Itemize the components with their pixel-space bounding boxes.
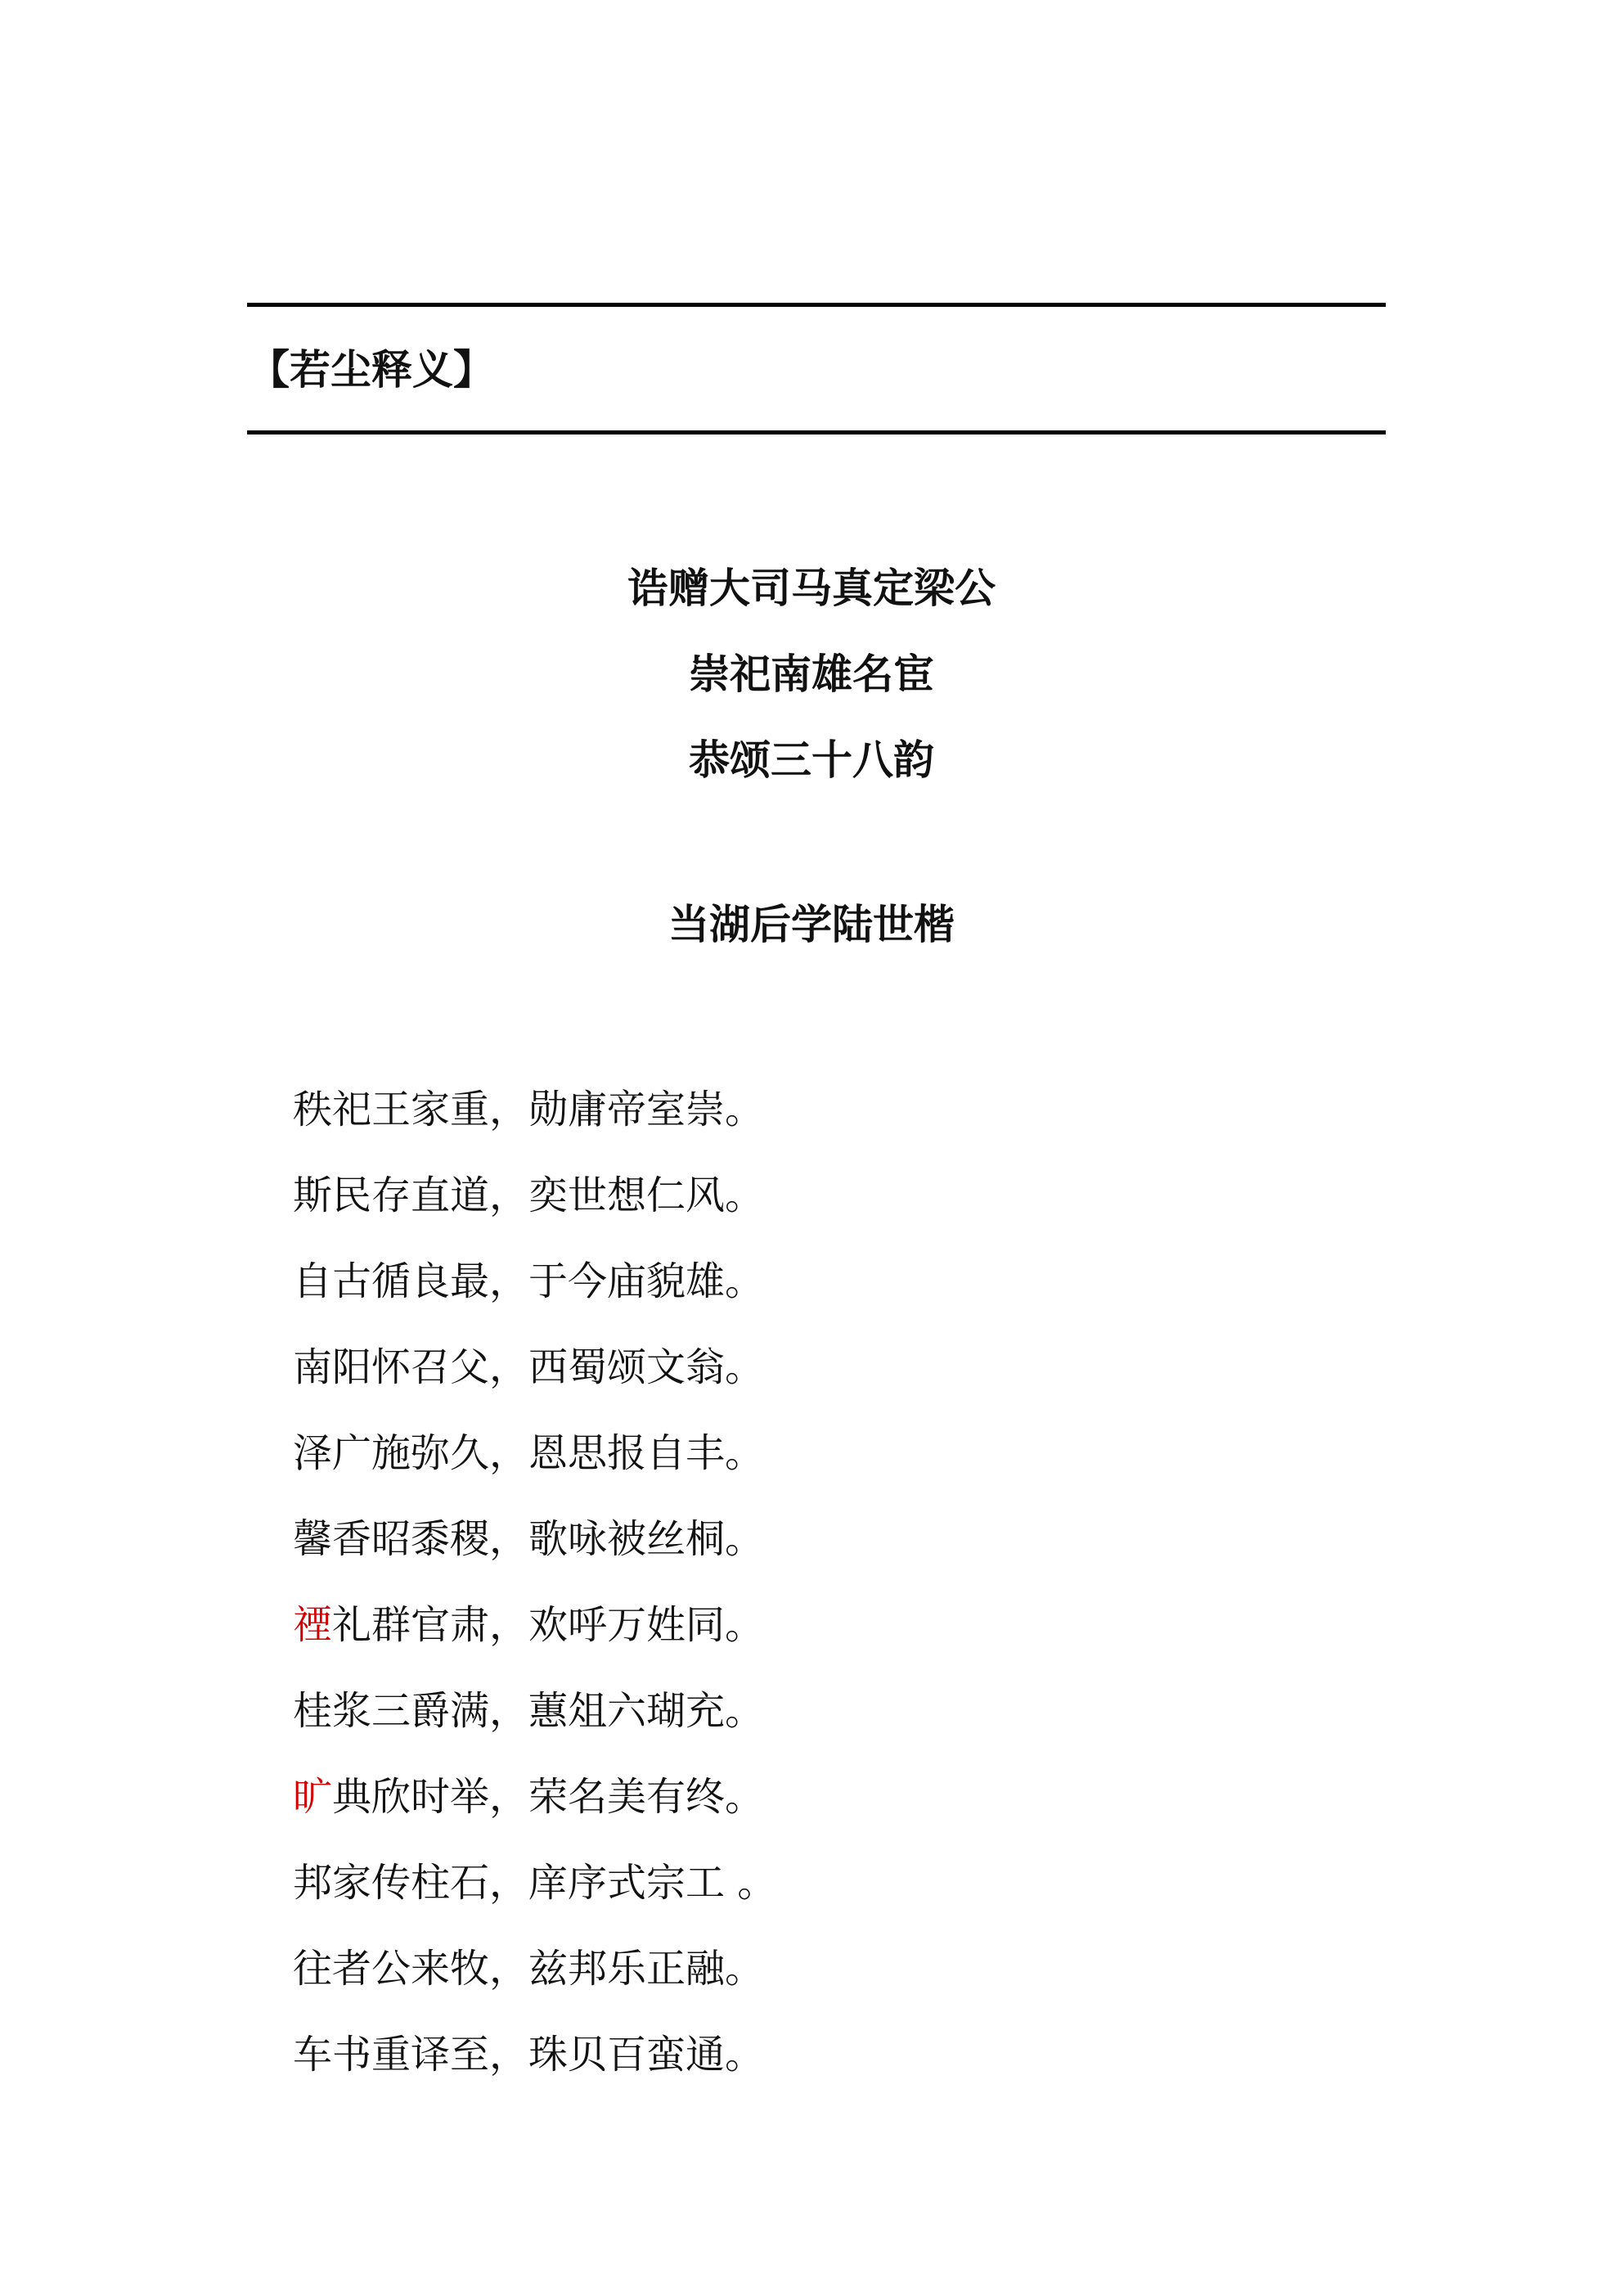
title-line-2: 崇祀南雄名宦 bbox=[689, 650, 934, 698]
verse-text: 往者公来牧，兹邦乐正融。 bbox=[293, 1946, 765, 1992]
title-line-1: 诰赠大司马真定梁公 bbox=[627, 564, 996, 612]
verse-text: 秩祀王家重，勋庸帝室崇。 bbox=[293, 1087, 765, 1132]
poem-verse bbox=[293, 1754, 1356, 1840]
bottom-rule bbox=[247, 430, 1386, 434]
highlighted-character: 旷 bbox=[293, 1774, 333, 1820]
verse-text: 邦家传柱石，庠序式宗工 。 bbox=[293, 1860, 777, 1906]
verse-text: 自古循良最，于今庙貌雄。 bbox=[293, 1258, 765, 1304]
poem-verse bbox=[293, 2012, 1356, 2098]
title-block bbox=[0, 545, 1623, 803]
verse-text: 桂浆三爵满，蕙俎六瑚充。 bbox=[293, 1688, 765, 1734]
poem-verse bbox=[293, 1582, 1356, 1668]
title-line-3: 恭颂三十八韵 bbox=[689, 736, 934, 784]
poem-verse bbox=[293, 1668, 1356, 1754]
section-heading: 【若尘释义】 bbox=[249, 345, 494, 394]
verse-text: 南阳怀召父，西蜀颂文翁。 bbox=[293, 1344, 765, 1390]
verse-text: 典欣时举，荣名美有终。 bbox=[332, 1774, 765, 1820]
poem-body bbox=[293, 1067, 1356, 2098]
poem-verse bbox=[293, 1153, 1356, 1239]
poem-verse bbox=[293, 1239, 1356, 1325]
highlighted-character: 禋 bbox=[293, 1602, 333, 1648]
poem-verse bbox=[293, 1411, 1356, 1497]
poem-verse bbox=[293, 1325, 1356, 1411]
poem-verse bbox=[293, 1926, 1356, 2012]
author-line: 当湖后学陆世楷 bbox=[668, 900, 955, 948]
top-rule bbox=[247, 303, 1386, 307]
poem-verse bbox=[293, 1067, 1356, 1153]
verse-text: 馨香昭黍稷，歌咏被丝桐。 bbox=[293, 1516, 765, 1562]
poem-verse bbox=[293, 1497, 1356, 1582]
verse-text: 车书重译至，珠贝百蛮通。 bbox=[293, 2032, 765, 2078]
verse-text: 礼群官肃，欢呼万姓同。 bbox=[332, 1602, 765, 1648]
verse-text: 泽广施弥久，恩思报自丰。 bbox=[293, 1430, 765, 1476]
verse-text: 斯民存直道，奕世想仁风。 bbox=[293, 1173, 765, 1218]
poem-verse bbox=[293, 1840, 1356, 1926]
